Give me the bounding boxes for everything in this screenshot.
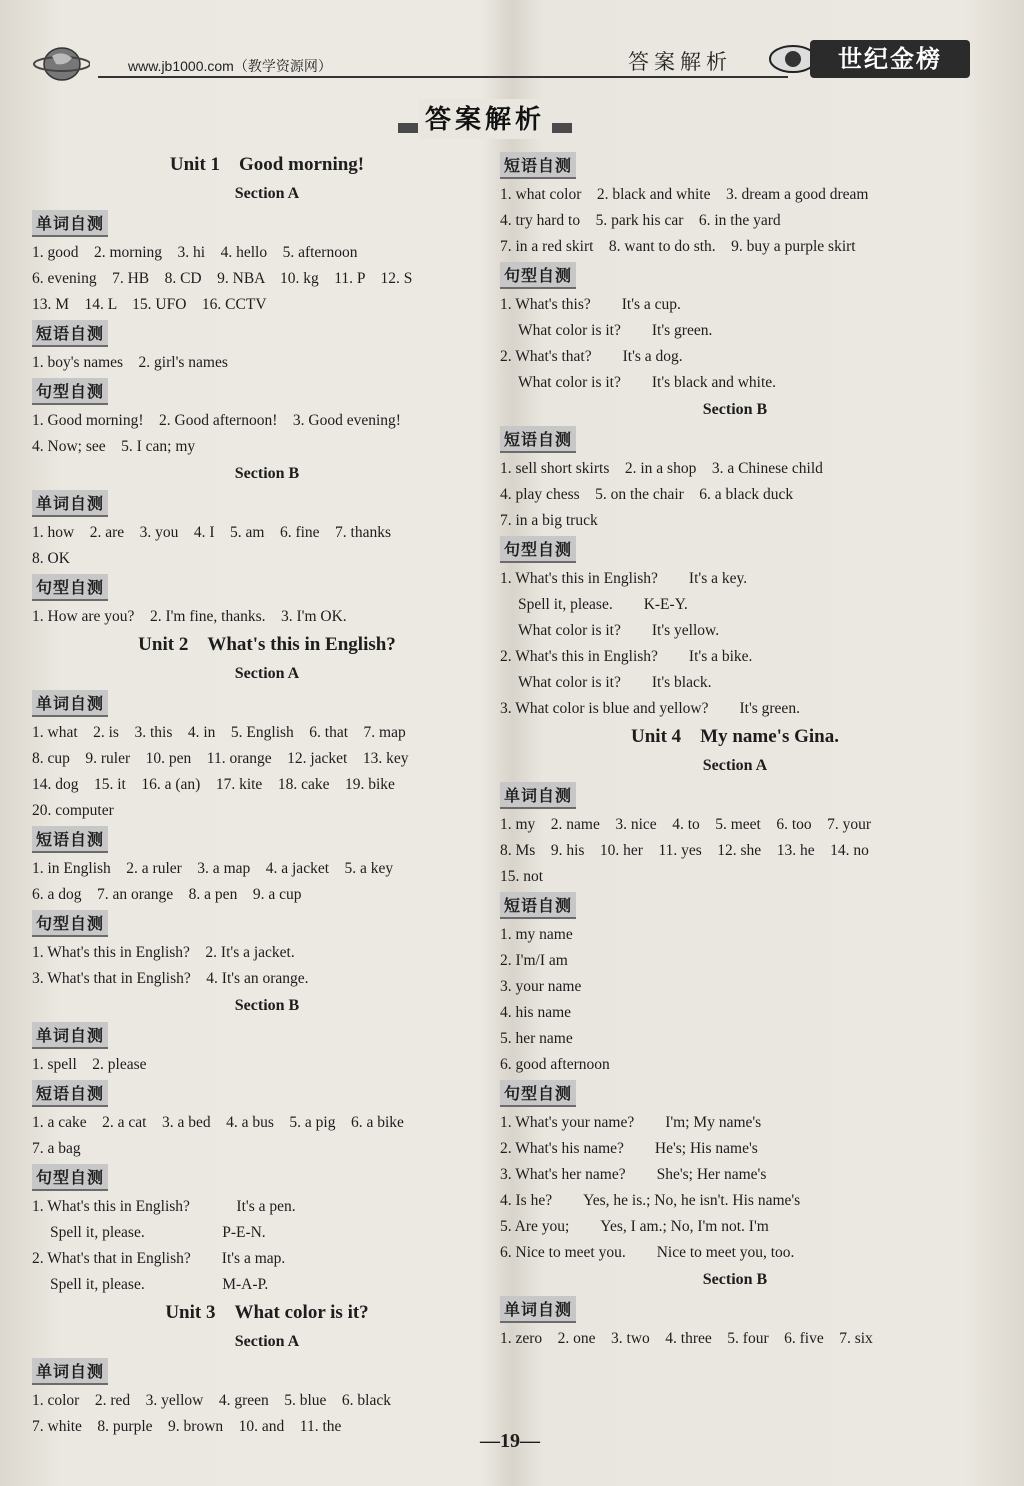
answer-line: 1. What's this? It's a cup. xyxy=(500,296,681,313)
answer-line: 6. evening 7. HB 8. CD 9. NBA 10. kg 11. P 12. S xyxy=(32,270,413,287)
answer-line: 1. good 2. morning 3. hi 4. hello 5. afternoon xyxy=(32,244,358,261)
answer-line: 4. Is he? Yes, he is.; No, he isn't. His name's xyxy=(500,1192,801,1209)
right-column xyxy=(500,150,970,1352)
sentence-test-label: 句型自测 xyxy=(500,1080,576,1107)
phrase-test-label: 短语自测 xyxy=(32,1080,108,1107)
sentence-test-label: 句型自测 xyxy=(32,910,108,937)
answer-line: 1. spell 2. please xyxy=(32,1056,147,1073)
phrase-test-label: 短语自测 xyxy=(32,320,108,347)
unit-3-section-b: Section B xyxy=(702,401,768,418)
answer-line: Spell it, please. P-E-N. xyxy=(50,1224,266,1241)
answer-line: 2. What's that? It's a dog. xyxy=(500,348,683,365)
phrase-test-label: 短语自测 xyxy=(500,152,576,179)
answer-line: 1. What's this in English? It's a key. xyxy=(500,570,748,587)
answer-line: 4. try hard to 5. park his car 6. in the yard xyxy=(500,212,781,229)
answer-line: 7. in a red skirt 8. want to do sth. 9. buy a purple skirt xyxy=(500,238,856,255)
answer-line: 3. What's that in English? 4. It's an orange. xyxy=(32,970,309,987)
answer-line: 2. I'm/I am xyxy=(500,952,568,969)
answer-line: 1. my 2. name 3. nice 4. to 5. meet 6. too 7. your xyxy=(500,816,872,833)
answer-line: 1. what color 2. black and white 3. dream a good dream xyxy=(500,186,869,203)
sentence-test-label: 句型自测 xyxy=(500,536,576,563)
sentence-test-label: 句型自测 xyxy=(32,574,108,601)
answer-line: 1. color 2. red 3. yellow 4. green 5. blue 6. black xyxy=(32,1392,391,1409)
phrase-test-label: 短语自测 xyxy=(500,892,576,919)
unit-4-section-a: Section A xyxy=(702,757,768,774)
answer-line: 15. not xyxy=(500,868,544,885)
unit-2-section-b: Section B xyxy=(234,997,300,1014)
answer-line: 1. boy's names 2. girl's names xyxy=(32,354,228,371)
answer-line: 3. What color is blue and yellow? It's green. xyxy=(500,700,800,717)
answer-line: 1. What's this in English? It's a pen. xyxy=(32,1198,296,1215)
answer-line: 4. Now; see 5. I can; my xyxy=(32,438,196,455)
answer-line: 6. Nice to meet you. Nice to meet you, too. xyxy=(500,1244,795,1261)
answer-line: What color is it? It's yellow. xyxy=(518,622,720,639)
word-test-label: 单词自测 xyxy=(32,210,108,237)
answer-line: 1. how 2. are 3. you 4. I 5. am 6. fine 7. thanks xyxy=(32,524,392,541)
word-test-label: 单词自测 xyxy=(500,1296,576,1323)
answer-line: 1. What's this in English? 2. It's a jacket. xyxy=(32,944,295,961)
sentence-test-label: 句型自测 xyxy=(32,378,108,405)
sentence-test-label: 句型自测 xyxy=(32,1164,108,1191)
word-test-label: 单词自测 xyxy=(32,1358,108,1385)
answer-line: 13. M 14. L 15. UFO 16. CCTV xyxy=(32,296,267,313)
answer-line: 6. good afternoon xyxy=(500,1056,610,1073)
answer-line: 4. play chess 5. on the chair 6. a black duck xyxy=(500,486,794,503)
answer-line: 1. zero 2. one 3. two 4. three 5. four 6. five 7. six xyxy=(500,1330,873,1347)
unit-4-title: Unit 4 My name's Gina. xyxy=(631,726,839,747)
answer-line: 2. What's this in English? It's a bike. xyxy=(500,648,753,665)
page-number: —19— xyxy=(480,1430,540,1452)
page-header xyxy=(28,40,948,82)
answer-line: 2. What's his name? He's; His name's xyxy=(500,1140,758,1157)
answer-line: 20. computer xyxy=(32,802,114,819)
answer-line: 1. my name xyxy=(500,926,573,943)
unit-3-section-a: Section A xyxy=(234,1333,300,1350)
answer-line: 1. What's your name? I'm; My name's xyxy=(500,1114,762,1131)
answer-line: 3. What's her name? She's; Her name's xyxy=(500,1166,767,1183)
answer-line: 4. his name xyxy=(500,1004,572,1021)
answer-line: 7. white 8. purple 9. brown 10. and 11. the xyxy=(32,1418,342,1435)
sentence-test-label: 句型自测 xyxy=(500,262,576,289)
answer-line: What color is it? It's black and white. xyxy=(518,374,777,391)
answer-line: 1. in English 2. a ruler 3. a map 4. a jacket 5. a key xyxy=(32,860,394,877)
answer-line: 1. what 2. is 3. this 4. in 5. English 6. that 7. map xyxy=(32,724,406,741)
answer-line: What color is it? It's black. xyxy=(518,674,712,691)
answer-line: 7. a bag xyxy=(32,1140,81,1157)
unit-2-title: Unit 2 What's this in English? xyxy=(138,634,396,655)
page-title: 答案解析 xyxy=(418,99,552,139)
answer-line: 1. sell short skirts 2. in a shop 3. a Chinese child xyxy=(500,460,823,477)
left-column xyxy=(32,150,502,1440)
answer-line: 8. cup 9. ruler 10. pen 11. orange 12. jacket 13. key xyxy=(32,750,409,767)
answer-line: 1. a cake 2. a cat 3. a bed 4. a bus 5. a pig 6. a bike xyxy=(32,1114,404,1131)
unit-1-title: Unit 1 Good morning! xyxy=(169,154,365,175)
answer-line: 1. Good morning! 2. Good afternoon! 3. Good evening! xyxy=(32,412,401,429)
answer-line: 5. her name xyxy=(500,1030,573,1047)
answer-line: 5. Are you; Yes, I am.; No, I'm not. I'm xyxy=(500,1218,769,1235)
unit-1-section-a: Section A xyxy=(234,185,300,202)
word-test-label: 单词自测 xyxy=(500,782,576,809)
globe-logo-icon xyxy=(32,42,90,82)
site-url: www.jb1000.com（教学资源网） xyxy=(128,58,332,74)
answer-line: 14. dog 15. it 16. a (an) 17. kite 18. cake 19. bike xyxy=(32,776,395,793)
phrase-test-label: 短语自测 xyxy=(32,826,108,853)
word-test-label: 单词自测 xyxy=(32,1022,108,1049)
answer-line: Spell it, please. K-E-Y. xyxy=(518,596,688,613)
title-banner xyxy=(398,99,572,139)
word-test-label: 单词自测 xyxy=(32,490,108,517)
answer-line: 6. a dog 7. an orange 8. a pen 9. a cup xyxy=(32,886,302,903)
unit-1-section-b: Section B xyxy=(234,465,300,482)
word-test-label: 单词自测 xyxy=(32,690,108,717)
unit-2-section-a: Section A xyxy=(234,665,300,682)
answer-line: What color is it? It's green. xyxy=(518,322,713,339)
answer-line: 1. How are you? 2. I'm fine, thanks. 3. I'm OK. xyxy=(32,608,347,625)
header-rule xyxy=(98,76,788,78)
answer-line: 7. in a big truck xyxy=(500,512,598,529)
brand-logo: 世纪金榜 xyxy=(810,40,970,78)
phrase-test-label: 短语自测 xyxy=(500,426,576,453)
answer-line: 8. Ms 9. his 10. her 11. yes 12. she 13. he 14. no xyxy=(500,842,869,859)
answer-line: 8. OK xyxy=(32,550,70,567)
unit-4-section-b: Section B xyxy=(702,1271,768,1288)
answer-line: 2. What's that in English? It's a map. xyxy=(32,1250,286,1267)
answer-line: Spell it, please. M-A-P. xyxy=(50,1276,269,1293)
unit-3-title: Unit 3 What color is it? xyxy=(165,1302,369,1323)
header-section-title: 答案解析 xyxy=(628,50,732,74)
answer-line: 3. your name xyxy=(500,978,582,995)
